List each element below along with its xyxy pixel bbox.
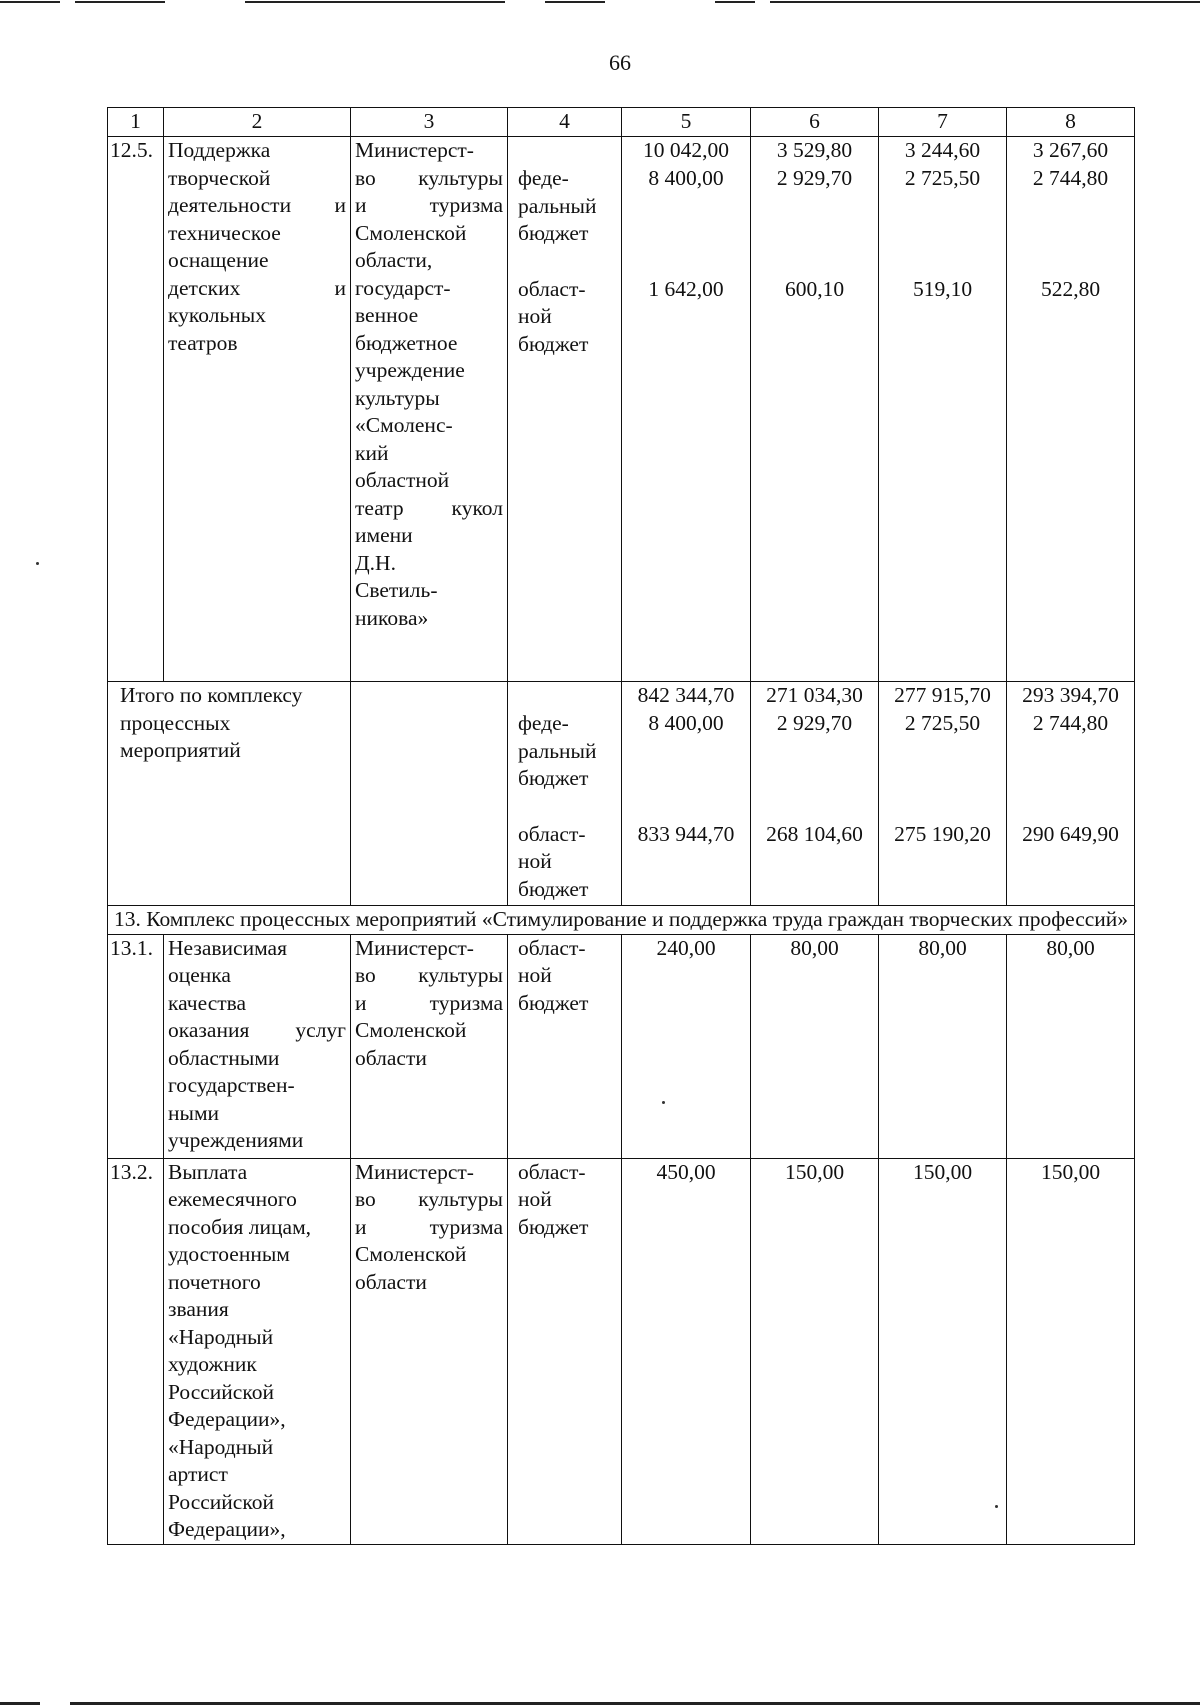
text-line: качества [168, 990, 247, 1015]
text-line: бюджет [518, 221, 589, 245]
text-line: государствен- [168, 1073, 295, 1097]
text-line: имени [355, 523, 413, 547]
text-line: ральный [518, 738, 597, 763]
row-number: 13.2. [108, 1158, 164, 1544]
text-line: феде- [518, 166, 569, 190]
text-line: ной [518, 1187, 552, 1211]
text-line: во культуры [355, 1187, 503, 1211]
amount-cell [1007, 137, 1135, 682]
amount-cell [751, 137, 879, 682]
scan-artifact-top [0, 0, 1200, 6]
text-line: област- [518, 276, 586, 301]
amount-cell: 80,00 [751, 934, 879, 1158]
column-header: 2 [164, 108, 351, 137]
text-line: Российской [168, 1379, 274, 1404]
text-line: мероприятий [120, 738, 241, 762]
text-line: оценка [168, 963, 231, 987]
funding-source [508, 934, 622, 1158]
text-line: област- [518, 935, 586, 960]
text-line: област- [518, 821, 586, 846]
amount-cell [622, 682, 751, 906]
scan-artifact-bottom [0, 1699, 1200, 1707]
regional-value: 275 190,20 [894, 822, 991, 846]
column-header: 4 [508, 108, 622, 137]
federal-value: 2 744,80 [1032, 165, 1109, 190]
text-line: бюджет [518, 876, 589, 901]
funding-source [508, 137, 622, 682]
executor [351, 1158, 508, 1544]
funding-source [508, 682, 622, 906]
text-line: област- [518, 1159, 586, 1184]
text-line: кукольных [168, 303, 266, 327]
text-line: Смоленской [355, 1018, 467, 1042]
amount-cell: 240,00 [622, 934, 751, 1158]
text-line: Итого по комплексу [120, 683, 303, 707]
regional-value: 833 944,70 [637, 822, 735, 846]
regional-value: 600,10 [784, 277, 845, 301]
text-line: художник [168, 1352, 257, 1376]
total-value: 3 244,60 [904, 138, 981, 162]
total-value: 271 034,30 [766, 683, 863, 707]
section-header-row [108, 906, 1135, 935]
text-line: никова» [355, 605, 429, 630]
amount-cell: 150,00 [879, 1158, 1007, 1544]
column-header: 3 [351, 108, 508, 137]
text-line: области [355, 1045, 427, 1070]
text-line: Смоленской [355, 220, 467, 245]
total-value: 10 042,00 [643, 138, 729, 162]
text-line: ными [168, 1100, 220, 1125]
federal-value: 8 400,00 [648, 710, 724, 735]
text-line: оказания услуг [168, 1018, 346, 1042]
regional-value: 522,80 [1040, 277, 1101, 301]
text-line: ной [518, 304, 552, 328]
text-line: творческой [168, 165, 271, 190]
text-line: детских и [168, 275, 346, 300]
text-line: области [355, 1269, 427, 1294]
text-line: Поддержка [168, 138, 271, 162]
speck [36, 562, 39, 565]
text-line: ной [518, 849, 552, 873]
federal-value: 2 725,50 [904, 165, 981, 190]
activity-name [164, 137, 351, 682]
text-line: Независимая [168, 935, 287, 960]
header-row [108, 108, 1135, 137]
total-label [108, 682, 351, 906]
column-header: 5 [622, 108, 751, 137]
text-line: звания [168, 1297, 229, 1321]
federal-value: 8 400,00 [648, 165, 724, 190]
amount-cell: 150,00 [751, 1158, 879, 1544]
text-line: Федерации», [168, 1407, 286, 1431]
section-title: 13. Комплекс процессных мероприятий «Стимулирование и поддержка труда граждан творческих профессий» [108, 906, 1135, 935]
amount-cell [622, 137, 751, 682]
regional-value: 1 642,00 [648, 277, 724, 301]
executor [351, 682, 508, 906]
text-line: бюджет [518, 766, 589, 790]
text-line: во культуры [355, 963, 503, 987]
total-value: 293 394,70 [1022, 683, 1119, 707]
text-line: Светиль- [355, 578, 438, 602]
text-line: и туризма [355, 193, 503, 217]
text-line: Министерст- [355, 935, 474, 960]
text-line: государст- [355, 275, 451, 300]
text-line: области, [355, 248, 433, 272]
amount-cell [879, 682, 1007, 906]
text-line: кий [355, 440, 389, 465]
total-value: 3 529,80 [776, 138, 853, 162]
text-line: театров [168, 330, 238, 355]
text-line: областной [355, 468, 450, 492]
activity-name [164, 934, 351, 1158]
executor [351, 934, 508, 1158]
executor [351, 137, 508, 682]
total-value: 3 267,60 [1032, 138, 1109, 162]
amount-cell [879, 137, 1007, 682]
text-line: во культуры [355, 165, 503, 190]
text-line: «Народный [168, 1324, 274, 1349]
table-row [108, 1158, 1135, 1544]
text-line: пособия лицам, [168, 1214, 312, 1239]
text-line: и туризма [355, 1214, 503, 1239]
total-value: 277 915,70 [894, 683, 991, 707]
text-line: «Народный [168, 1434, 274, 1459]
text-line: почетного [168, 1269, 261, 1294]
text-line: «Смоленс- [355, 413, 453, 437]
amount-cell: 450,00 [622, 1158, 751, 1544]
text-line: Министерст- [355, 1159, 474, 1184]
amount-cell [751, 682, 879, 906]
row-number: 13.1. [108, 934, 164, 1158]
total-row [108, 682, 1135, 906]
text-line: техническое [168, 220, 281, 245]
text-line: областными [168, 1045, 280, 1070]
column-header: 6 [751, 108, 879, 137]
regional-value: 290 649,90 [1022, 822, 1119, 846]
text-line: артист [168, 1462, 228, 1486]
text-line: венное [355, 303, 419, 327]
text-line: ной [518, 963, 552, 987]
amount-cell: 150,00 [1007, 1158, 1135, 1544]
total-value: 842 344,70 [637, 683, 735, 707]
text-line: феде- [518, 711, 569, 735]
text-line: учреждение [355, 358, 465, 382]
activity-name [164, 1158, 351, 1544]
text-line: бюджет [518, 1214, 589, 1239]
text-line: процессных [120, 710, 231, 735]
text-line: и туризма [355, 990, 503, 1015]
text-line: оснащение [168, 248, 269, 272]
text-line: Д.Н. [355, 550, 396, 575]
text-line: Смоленской [355, 1242, 467, 1266]
budget-table [107, 107, 1135, 1545]
federal-value: 2 744,80 [1032, 710, 1109, 735]
federal-value: 2 929,70 [776, 710, 853, 735]
amount-cell [1007, 682, 1135, 906]
text-line: бюджетное [355, 330, 458, 355]
amount-cell: 80,00 [1007, 934, 1135, 1158]
text-line: ральный [518, 193, 597, 218]
table-row [108, 137, 1135, 682]
text-line: театр кукол [355, 495, 503, 520]
federal-value: 2 929,70 [776, 165, 853, 190]
text-line: культуры [355, 385, 440, 410]
amount-cell: 80,00 [879, 934, 1007, 1158]
text-line: бюджет [518, 990, 589, 1015]
column-header: 8 [1007, 108, 1135, 137]
text-line: учреждениями [168, 1128, 304, 1152]
row-number: 12.5. [108, 137, 164, 682]
funding-source [508, 1158, 622, 1544]
column-header: 1 [108, 108, 164, 137]
text-line: Выплата [168, 1159, 248, 1184]
regional-value: 268 104,60 [766, 822, 863, 846]
text-line: Федерации», [168, 1517, 286, 1541]
text-line: Российской [168, 1489, 274, 1514]
text-line: удостоенным [168, 1242, 290, 1266]
text-line: ежемесячного [168, 1187, 297, 1211]
column-header: 7 [879, 108, 1007, 137]
text-line: Министерст- [355, 138, 474, 162]
page-number: 66 [609, 50, 631, 75]
federal-value: 2 725,50 [904, 710, 981, 735]
regional-value: 519,10 [912, 277, 973, 301]
text-line: деятельности и [168, 193, 346, 217]
table-row [108, 934, 1135, 1158]
text-line: бюджет [518, 331, 589, 356]
